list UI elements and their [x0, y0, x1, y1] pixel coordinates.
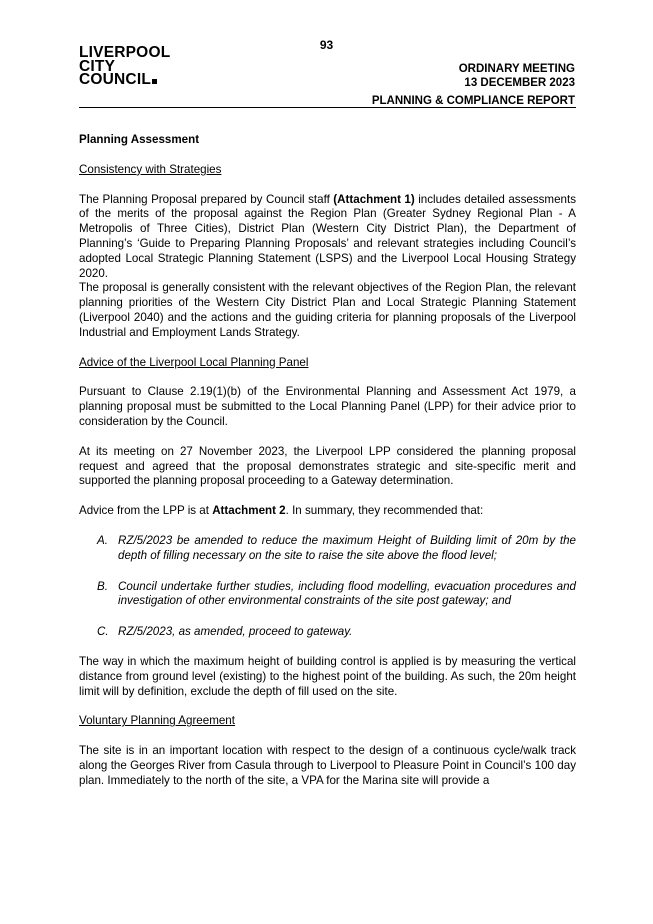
recommendation-list: [79, 534, 576, 640]
paragraph-advice-3: Advice from the LPP is at Attachment 2. In summary, they recommended that:: [79, 504, 484, 518]
section-heading-vpa: Voluntary Planning Agreement: [79, 714, 235, 728]
attachment-2-ref: Attachment 2: [212, 504, 286, 518]
paragraph-advice-1: Pursuant to Clause 2.19(1)(b) of the Environmental Planning and Assessment Act 1979, a planning proposal must be submitted to the Local Planning Panel (LPP) for their advice prior to consideration by the Council.: [79, 385, 576, 428]
meeting-date: 13 DECEMBER 2023: [464, 77, 575, 89]
paragraph-advice-4: The way in which the maximum height of building control is applied is by measuring the vertical distance from ground level (existing) to the highest point of the building. As such, the 20m height limit will by definition, exclude the depth of fill used on the site.: [79, 654, 576, 698]
report-header: [372, 62, 575, 108]
section-heading-planning-assessment: Planning Assessment: [79, 133, 200, 146]
attachment-1-ref: (Attachment 1): [333, 192, 415, 206]
section-heading-advice: Advice of the Liverpool Local Planning Panel: [79, 355, 309, 369]
logo-dot-icon: [152, 79, 157, 84]
page-number: 93: [319, 38, 334, 52]
paragraph-consistency-2: The proposal is generally consistent with the relevant objectives of the Region Plan, the relevant planning priorities of the Western City District Plan and Local Strategic Planning Statement (Liverpool 2040) and the actions and the guiding criteria for planning proposals of the Liverpool Industrial and Employment Lands Strategy.: [79, 281, 576, 339]
meeting-type: ORDINARY MEETING: [458, 63, 575, 75]
paragraph-vpa-1: The site is in an important location with respect to the design of a continuous cycle/walk track along the Georges River from Casula through to Liverpool to Pleasure Point in Council’s 100 day plan. Immediately to the north of the site, a VPA for the Marina site will provide a: [79, 744, 576, 787]
logo-line-2: CITY: [79, 57, 116, 75]
report-title: PLANNING & COMPLIANCE REPORT: [371, 95, 575, 107]
logo-line-1: LIVERPOOL: [79, 44, 171, 61]
list-item: C. RZ/5/2023, as amended, proceed to gateway.: [97, 625, 353, 639]
list-item: B. Council undertake further studies, including flood modelling, evacuation procedures and investigation of other environmental constraints of the site post gateway; and: [97, 579, 576, 608]
document-body: [79, 133, 576, 789]
section-heading-consistency: Consistency with Strategies: [79, 162, 222, 176]
list-item: A. RZ/5/2023 be amended to reduce the maximum Height of Building limit of 20m by the depth of filling necessary on the site to raise the site above the flood level;: [97, 533, 576, 562]
paragraph-consistency-1: The Planning Proposal prepared by Council staff (Attachment 1) includes detailed assessments of the merits of the proposal against the Region Plan (Greater Sydney Regional Plan - A Metropolis of Three Cities), District Plan (Western City District Plan), the Department of Planning’s ‘Guide to Preparing Planning Proposals’ and relevant strategies including Council’s adopted Local Strategic Planning Statement (LSPS) and the Liverpool Local Housing Strategy 2020.: [79, 192, 576, 280]
paragraph-advice-2: At its meeting on 27 November 2023, the Liverpool LPP considered the planning proposal request and agreed that the proposal demonstrates strategic and site-specific merit and supported the planning proposal proceeding to a Gateway determination.: [79, 444, 576, 488]
logo-line-3: COUNCIL: [79, 71, 152, 88]
council-logo: [79, 46, 170, 87]
header-divider: [79, 107, 576, 108]
